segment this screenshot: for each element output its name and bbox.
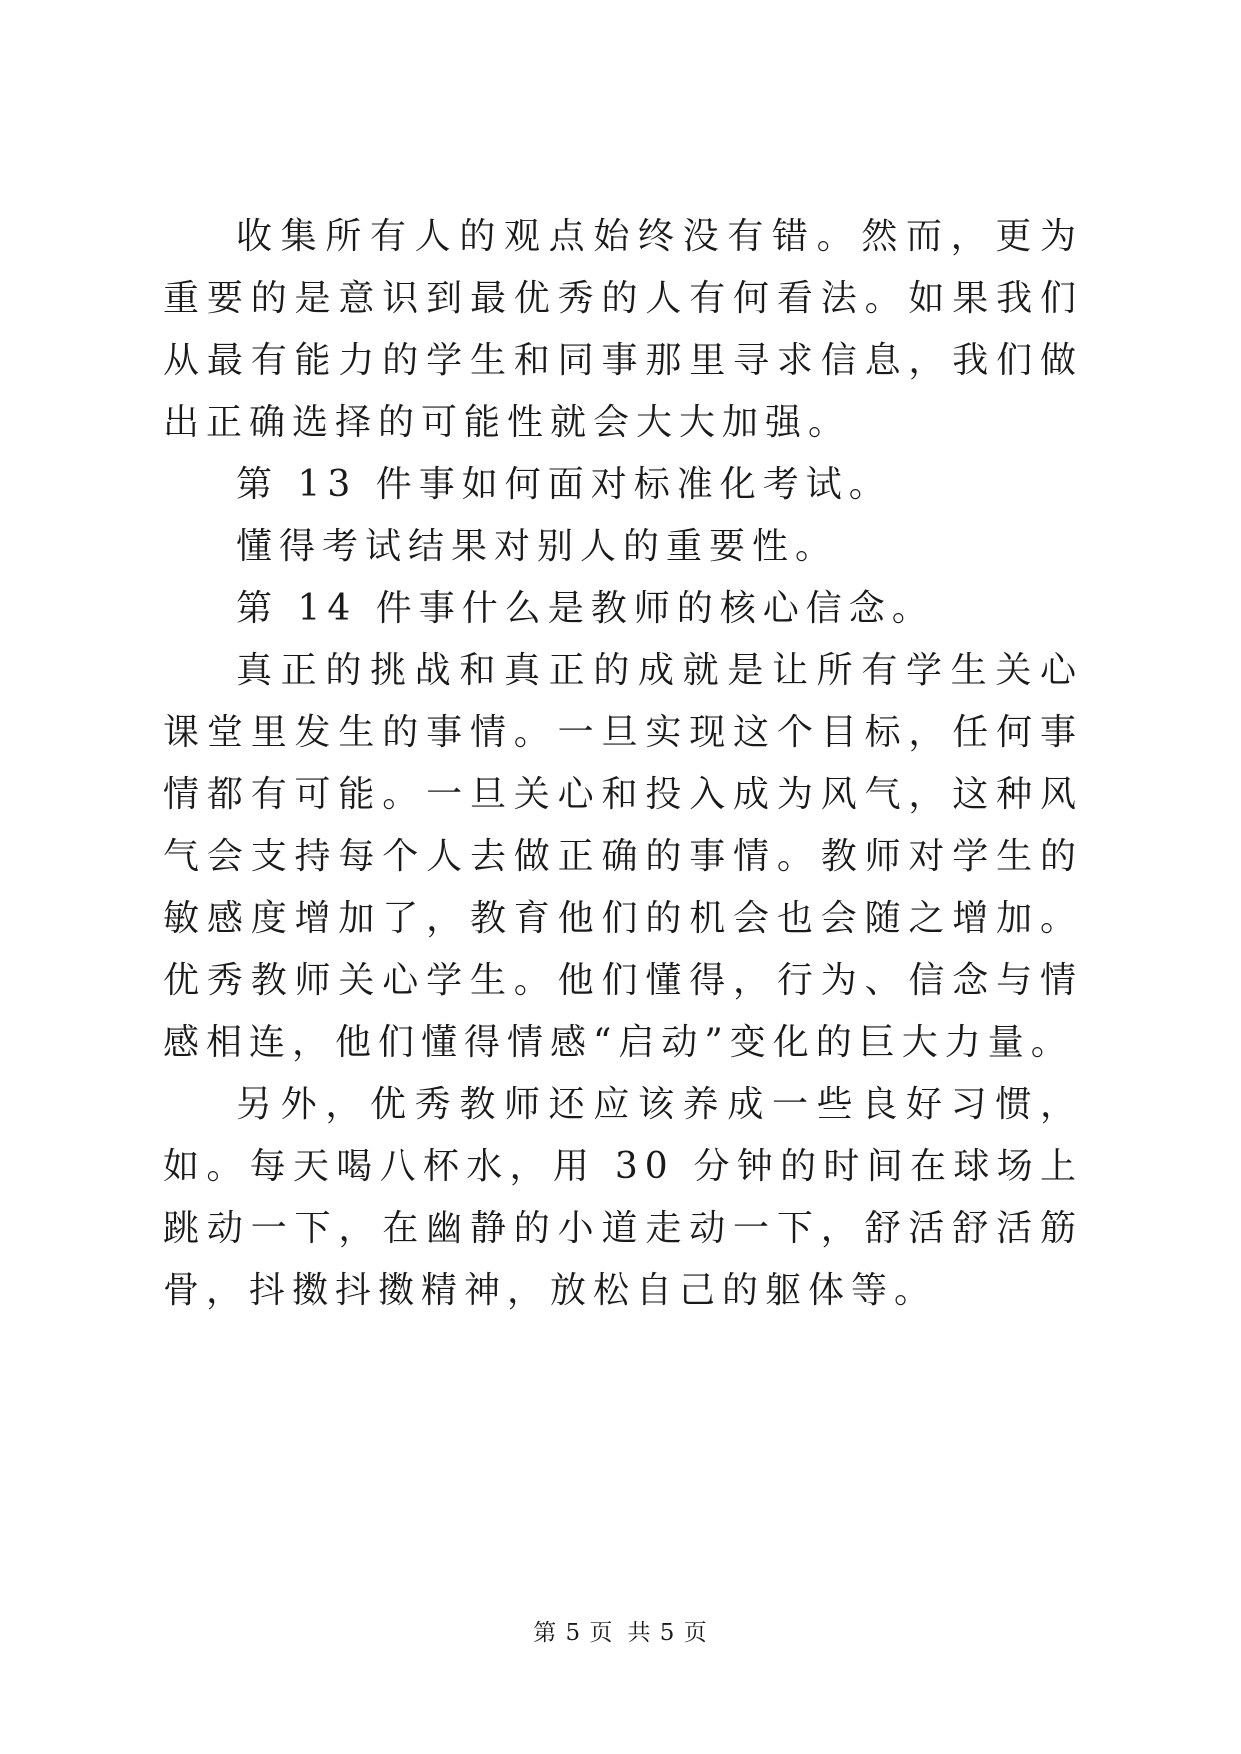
- paragraph-good-habits: 另外，优秀教师还应该养成一些良好习惯，如。每天喝八杯水，用 30 分钟的时间在球场上跳动一下，在幽静的小道走动一下，舒活舒活筋骨，抖擞抖擞精神，放松自己的躯体等。: [163, 1084, 1083, 1311]
- paragraph-item-13-heading: 第 13 件事如何面对标准化考试。: [236, 464, 892, 505]
- page-number-current: 第 5 页: [533, 1620, 614, 1646]
- page-number-total: 共 5 页: [627, 1620, 708, 1646]
- paragraph-item-14-body: 真正的挑战和真正的成就是让所有学生关心课堂里发生的事情。一旦实现这个目标，任何事情都有可能。一旦关心和投入成为风气，这种风气会支持每个人去做正确的事情。教师对学生的敏感度增加了，教育他们的机会也会随之增加。优秀教师关心学生。他们懂得，行为、信念与情感相连，他们懂得情感“启动”变化的巨大力量。: [163, 650, 1083, 1063]
- paragraph-opinions: 收集所有人的观点始终没有错。然而，更为重要的是意识到最优秀的人有何看法。如果我们从最有能力的学生和同事那里寻求信息，我们做出正确选择的可能性就会大大加强。: [163, 216, 1083, 443]
- page-footer: [0, 1614, 1241, 1647]
- paragraph-item-14-heading: 第 14 件事什么是教师的核心信念。: [236, 588, 935, 629]
- document-body: [163, 206, 1083, 1322]
- paragraph-item-13-body: 懂得考试结果对别人的重要性。: [236, 526, 839, 567]
